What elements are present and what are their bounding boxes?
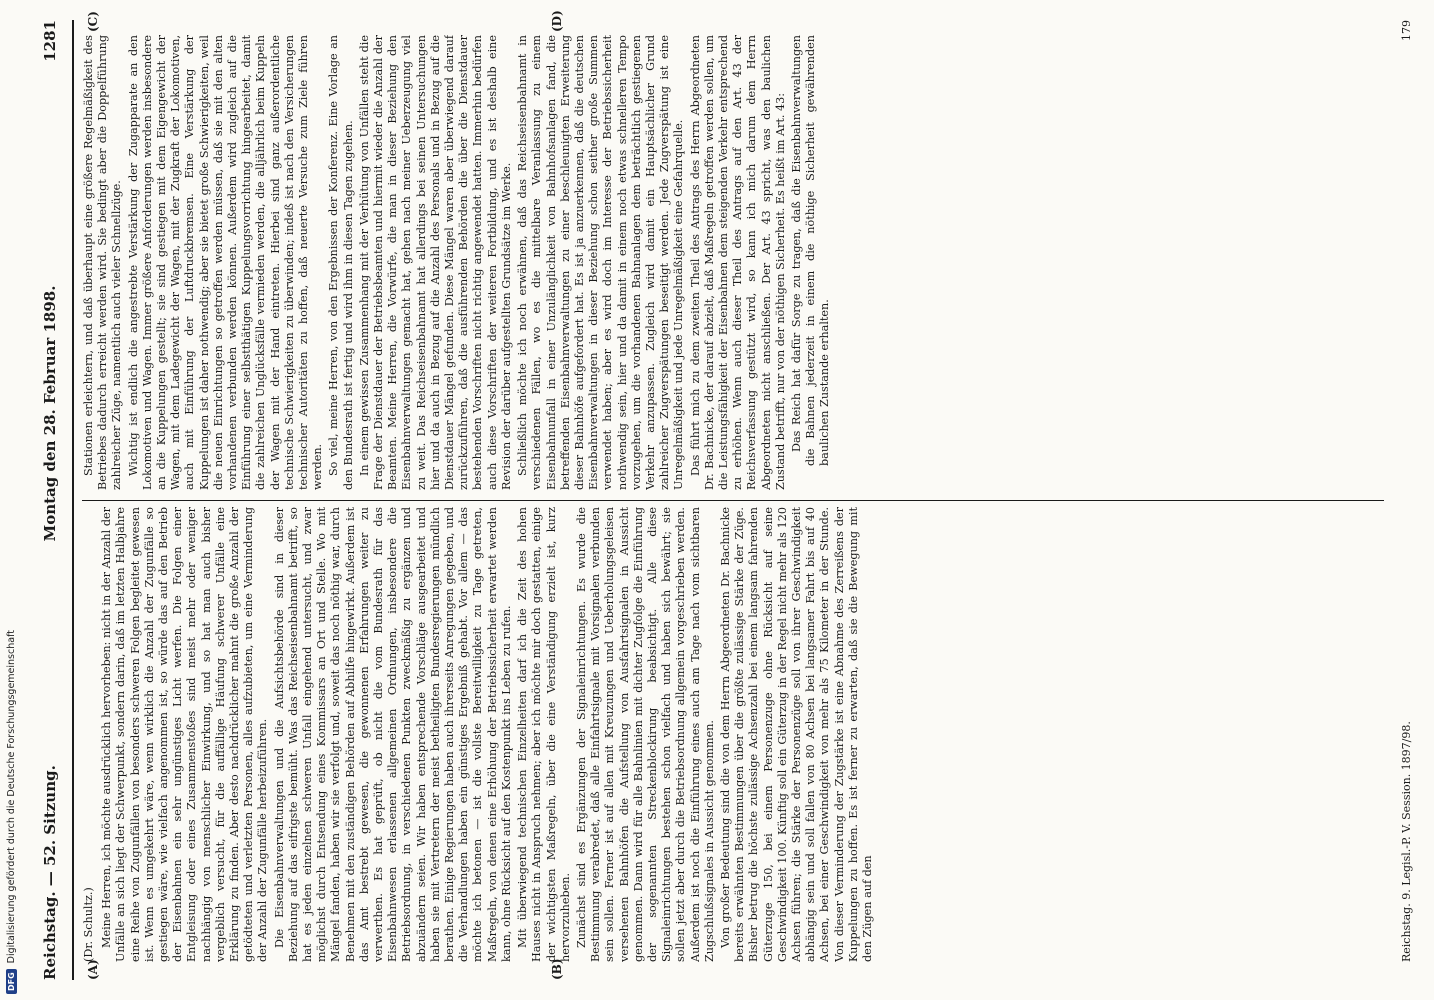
paragraph: Stationen erleichtern, und daß überhaupt eine größere Regelmäßigkeit des Betriebes dadurch erreicht werden wird. Sie bedingt aber die Doppelführung zahlreicher Züge, namentlich auch vieler Schnellzüge.	[82, 35, 124, 490]
paragraph: Das führt mich zu dem zweiten Theil des Antrags des Herrn Abgeordneten Dr. Bachnicke, der darauf abzielt, daß Maßregeln getroffen werden sollen, um die Leistungsfähigkeit der Eisenbahnen dem steigenden Verkehr entsprechend zu erhöhen. Wenn auch dieser Theil des Antrags auf den Art. 43 der Reichsverfassung gestützt wird, so kann ich mich darum dem Herrn Abgeordneten nicht anschließen. Der Art. 43 spricht, was den baulichen Zustand betrifft, nur von der nöthigen Sicherheit. Es heißt im Art. 43:	[688, 35, 787, 490]
header-session: Reichstag. — 52. Sitzung.	[41, 765, 59, 980]
digitization-credit-strip	[2, 0, 20, 1000]
dfg-logo: DFG	[6, 969, 17, 994]
paragraph: Die Eisenbahnverwaltungen und die Aufsichtsbehörde sind in dieser Beziehung auf das eifrigste bemüht. Was das Reichseisenbahnamt betrifft, so hat es jeden einzelnen schweren Unfall eingehend untersucht, und zwar möglichst durch Entsendung eines Kommissars an Ort und Stelle. Wo mit Mängel fanden, haben wir sie verfolgt und, soweit das noch nöthig war, durch Benehmen mit den zuständigen Behörden auf Abhilfe hingewirkt. Außerdem ist das Amt bestrebt gewesen, die gewonnenen Erfahrungen weiter zu verwerthen. Es hat geprüft, ob nicht die vom Bundesrath für das Eisenbahnwesen erlassenen allgemeinen Ordnungen, insbesondere die Betriebsordnung, in verschiedenen Punkten zweckmäßig zu ergänzen und abzuändern seien. Wir haben entsprechende Vorschläge ausgearbeitet und haben sie mit Vertretern der meist betheiligten Bundesregierungen mündlich berathen. Einige Regierungen haben auch ihrerseits Anregungen gegeben, und die Verhandlungen haben ein günstiges Ergebniß gehabt. Vor allem — das möchte ich betonen — ist die vollste Bereitwilligkeit zu Tage getreten, Maßregeln, von denen eine Erhöhung der Betriebssicherheit erwartet werden kann, ohne Rücksicht auf den Kostenpunkt ins Leben zu rufen.	[272, 507, 513, 962]
paragraph: Schließlich möchte ich noch erwähnen, daß das Reichseisenbahnamt in verschiedenen Fällen, wo es die mittelbare Veranlassung zu einem Eisenbahnunfall in einer Unzulänglichkeit von Bahnhofsanlagen fand, die betreffenden Eisenbahnverwaltungen zu einer beschleunigten Erweiterung dieser Bahnhöfe aufgefordert hat. Es ist ja anzuerkennen, daß die deutschen Eisenbahnverwaltungen in dieser Beziehung schon seither große Summen verwendet haben; aber es wird doch im Interesse der Betriebssicherheit nothwendig sein, hier und da damit in einem noch etwas schnelleren Tempo vorzugehen, um die vorhandenen Bahnanlagen dem beträchtlich gestiegenen Verkehr anzupassen. Zugleich wird damit ein Hauptsächlicher Grund zahlreicher Zugverspätungen beseitigt werden. Jede Zugverspätung ist eine Unregelmäßigkeit und jede Unregelmäßigkeit eine Gefahrquelle.	[516, 35, 686, 490]
quotation: Das Reich hat dafür Sorge zu tragen, daß die Eisenbahnverwaltungen die Bahnen jederzeit in einem die nöthige Sicherheit gewährenden baulichen Zustande erhalten.	[789, 35, 832, 466]
digitization-credit: Digitalisierung gefördert durch die Deutsche Forschungsgemeinschaft	[5, 630, 17, 964]
margin-marker-b: (B)	[550, 958, 564, 980]
speaker-label: (Dr. Schultz.)	[82, 887, 95, 962]
footer-source: Reichstag. 9. Legisl.-P. V. Session. 1897/98.	[1399, 721, 1413, 962]
paragraph: In einem gewissen Zusammenhang mit der Verhütung von Unfällen steht die Frage der Dienstdauer der Betriebsbeamten und hiermit wieder die Anzahl der Beamten. Meine Herren, die Vorwürfe, die man in dieser Beziehung den Eisenbahnverwaltungen gemacht hat, gehen nach meiner Ueberzeugung viel zu weit. Das Reichseisenbahnamt hat allerdings bei seinen Untersuchungen hier und da auch in Bezug auf die Anzahl des Personals und in Bezug auf die Dienstdauer Mängel gefunden. Diese Mängel waren aber überwiegend darauf zurückzuführen, daß die ausführenden Behörden die über die Dienstdauer bestehenden Vorschriften nicht richtig angewendet hatten. Immerhin bedürfen auch diese Vorschriften der weiteren Fortbildung, und es ist deshalb eine Revision der darüber aufgestellten Grundsätze im Werke.	[357, 35, 513, 490]
margin-marker-d: (D)	[550, 10, 564, 32]
paragraph: Wichtig ist endlich die angestrebte Verstärkung der Zugapparate an den Lokomotiven und Wagen. Immer größere Anforderungen werden insbesondere an die Kuppelungen gestellt; sie sind gestiegen mit dem Eigengewicht der Wagen, mit dem Ladegewicht der Wagen, mit der Zugkraft der Lokomotiven, auch mit Einführung der Luftdruckbremsen. Eine Verstärkung der Kuppelungen ist daher nothwendig; aber sie bietet große Schwierigkeiten, weil die neuen Einrichtungen so getroffen werden müssen, daß sie mit den alten vorhandenen verbunden werden können. Außerdem wird zugleich auf die Einführung einer selbstthätigen Kuppelungsvorrichtung hingearbeitet, damit die zahlreichen Unglücksfälle vermieden werden, die alljährlich beim Kuppeln der Wagen mit der Hand eintreten. Hierbei sind ganz außerordentliche technische Schwierigkeiten zu überwinden; indeß ist nach den Versicherungen technischer Autoritäten zu hoffen, daß neuerte Versuche zum Ziele führen werden.	[126, 35, 325, 490]
page-header	[30, 20, 70, 980]
paragraph: Meine Herren, ich möchte ausdrücklich hervorheben: nicht in der Anzahl der Unfälle an sich liegt der Schwerpunkt, sondern darin, daß im letzten Halbjahre eine Reihe von Zugunfällen von besonders schweren Folgen begleitet gewesen ist. Wenn es umgekehrt wäre, wenn wirklich die Anzahl der Zugunfälle so gestiegen wäre, wie vielfach angenommen ist, so würde das auf den Betrieb der Eisenbahnen ein sehr ungünstiges Licht werfen. Die Folgen einer Entgleisung oder eines Zusammenstoßes sind meist mehr oder weniger nachhängig von menschlicher Einwirkung, und so hat man auch bisher vergeblich versucht, für die auffällige Häufung schwerer Unfälle eine Erklärung zu finden. Aber desto nachdrücklicher mahnt die große Anzahl der getödteten und verletzten Personen, alles aufzubieten, um eine Verminderung der Anzahl der Zugunfälle herbeizuführen.	[100, 507, 270, 962]
page-footer	[1396, 20, 1416, 962]
paragraph: Mit überwiegend technischen Einzelheiten darf ich die Zeit des hohen Hauses nicht in Anspruch nehmen; aber ich möchte mir doch gestatten, einige der wichtigsten Maßregeln, über die eine Verständigung erzielt ist, kurz hervorzuheben.	[516, 507, 572, 962]
paragraph: Zunächst sind es Ergänzungen der Signaleinrichtungen. Es wurde die Bestimmung verabredet, daß alle Einfahrtsignale mit Vorsignalen verbunden sein sollen. Ferner ist auf allen mit Kreuzungen und Ueberholungsgeleisen versehenen Bahnhöfen die Aufstellung von Ausfahrtsignalen in Aussicht genommen. Dann wird für alle Bahnlinien mit dichter Zugfolge die Einführung der sogenannten Streckenblockirung beabsichtigt. Alle diese Signaleinrichtungen bestehen schon vielfach und haben sich bewährt; sie sollen jetzt aber durch die Betriebsordnung allgemein vorgeschrieben werden. Außerdem ist noch die Einführung eines auch am Tage nach vom sichtbaren Zugschlußsignales in Aussicht genommen.	[574, 507, 716, 962]
header-rule	[72, 20, 74, 980]
rotated-page-content	[30, 0, 1434, 1000]
left-column	[82, 507, 1384, 962]
margin-marker-a: (A)	[86, 959, 100, 980]
paragraph: Von großer Bedeutung sind die von dem Herrn Abgeordneten Dr. Bachnicke bereits erwähnten Bestimmungen über die größte zulässige Stärke der Züge. Bisher betrug die höchste zulässige Achsenzahl bei einem langsam fahrenden Güterzuge 150, bei einem Personenzuge ohne Rücksicht auf seine Geschwindigkeit 100. Künftig soll ein Güterzug in der Regel nicht mehr als 120 Achsen führen; die Stärke der Personenzüge soll von ihrer Geschwindigkeit abhängig sein und soll fallen von 80 Achsen bei langsamer Fahrt bis auf 40 Achsen, bei einer Geschwindigkeit von mehr als 75 Kilometer in der Stunde. Von dieser Verminderung der Zugstärke ist eine Abnahme des Zerreißens der Kuppelungen zu hoffen. Es ist ferner zu erwarten, daß sie die Bewegung mit den Zügen auf den	[718, 507, 874, 962]
margin-marker-c: (C)	[86, 11, 100, 32]
column-divider	[82, 500, 1384, 501]
page-number: 1281	[41, 20, 59, 62]
header-date: Montag den 28. Februar 1898.	[41, 285, 59, 542]
right-column	[82, 35, 1384, 490]
paragraph: So viel, meine Herren, von den Ergebnissen der Konferenz. Eine Vorlage an den Bundesrath ist fertig und wird ihm in diesen Tagen zugehen.	[327, 35, 355, 490]
footer-page-number: 179	[1399, 20, 1413, 41]
